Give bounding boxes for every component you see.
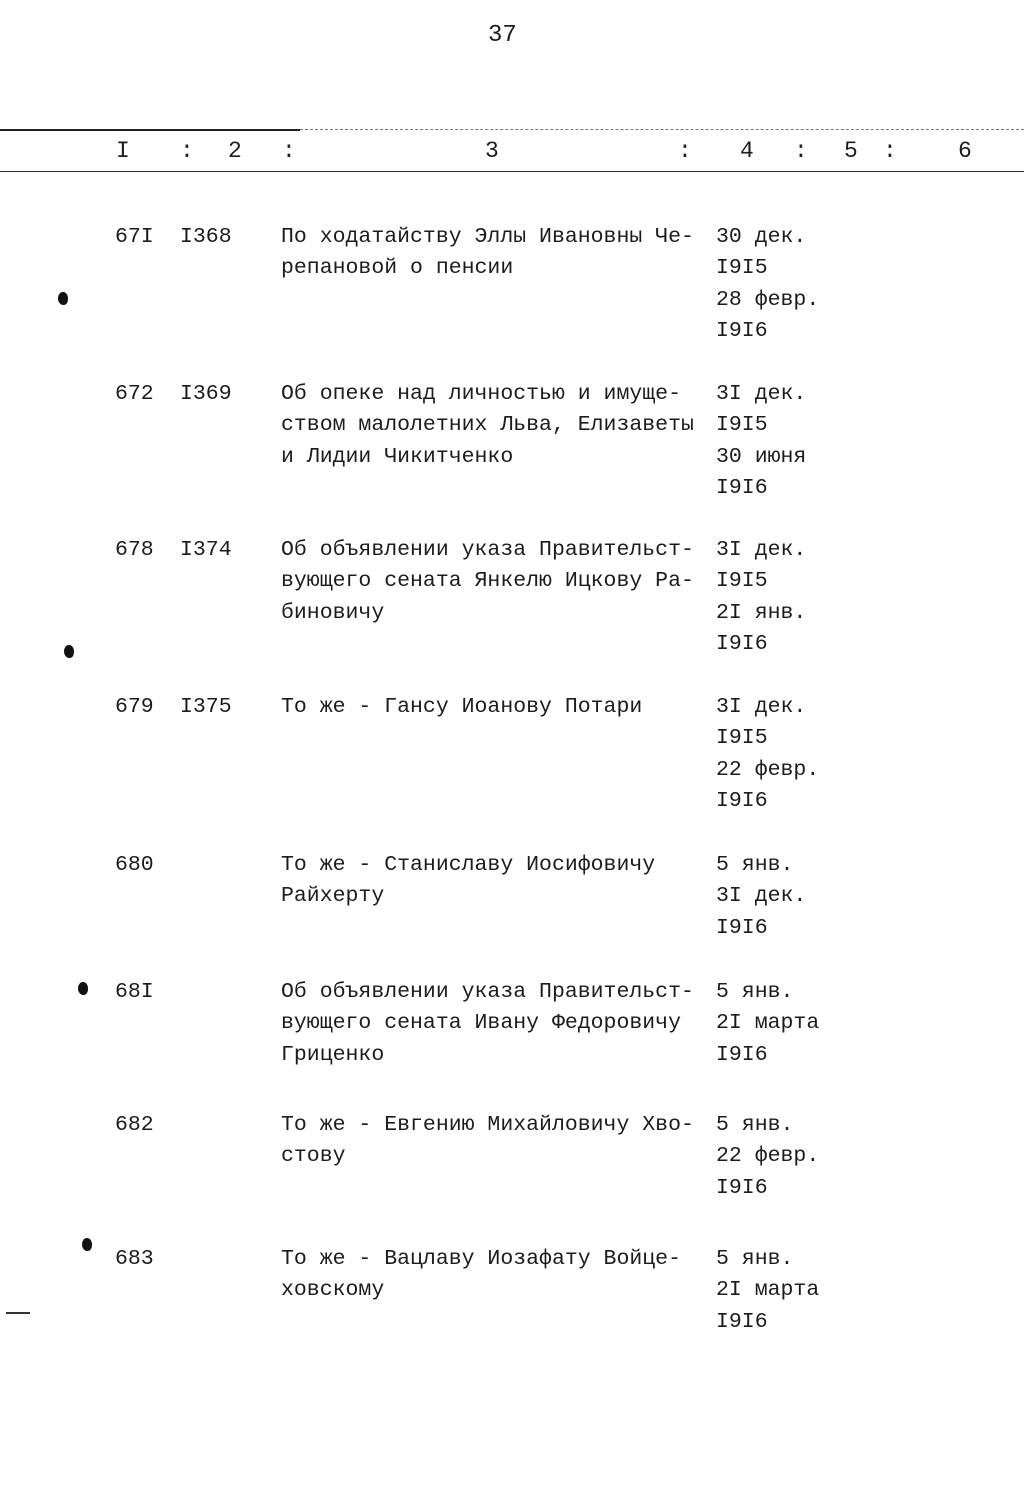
ink-mark [78,982,88,995]
title-line: Райхерту [281,884,385,909]
column-header-6: 6 [958,138,973,164]
date-line: 30 июня [716,444,807,469]
header-top-rule-dashed [300,129,1024,130]
date-line: 2I марта [716,1011,820,1036]
entry-dates [716,222,819,347]
margin-mark [6,1312,30,1314]
entry-dates [716,850,806,944]
title-line: По ходатайству Эллы Ивановны Че- [281,225,694,249]
date-line: I9I5 [716,726,768,751]
date-line: I9I6 [716,915,768,940]
entry-dates [716,692,819,817]
column-header-3: 3 [485,138,500,164]
date-line: 5 янв. [716,980,794,1004]
date-line: 5 янв. [716,1113,794,1137]
column-separator: : [678,138,692,164]
entry-dates [716,1110,819,1204]
date-line: 22 февр. [716,757,820,782]
date-line: I9I5 [716,256,768,281]
date-line: I9I6 [716,1309,768,1334]
entry-title [281,692,642,723]
date-line: 2I марта [716,1278,820,1303]
entry-title [281,977,694,1071]
title-line: Гриценко [281,1042,385,1067]
column-header-1: I [116,138,131,164]
entry-title [281,535,694,629]
title-line: биновичу [281,600,385,625]
date-line: I9I6 [716,318,768,343]
column-separator: : [794,138,808,164]
title-line: То же - Вацлаву Иозафату Войце- [281,1247,681,1271]
entry-number: 680 [115,853,154,877]
title-line: То же - Станиславу Иосифовичу [281,853,656,877]
date-line: 5 янв. [716,1247,794,1271]
date-line: 30 дек. [716,225,807,249]
date-line: I9I6 [716,1042,768,1067]
title-line: вующего сената Ивану Федоровичу [281,1011,681,1036]
title-line: То же - Гансу Иоанову Потари [281,695,643,719]
entry-number: 68I [115,980,154,1004]
date-line: I9I6 [716,631,768,656]
date-line: 3I дек. [716,695,807,719]
title-line: Об объявлении указа Правительст- [281,538,694,562]
title-line: репановой о пенсии [281,256,514,281]
date-line: 3I дек. [716,538,807,562]
date-line: 28 февр. [716,287,820,312]
column-separator: : [883,138,897,164]
date-line: 3I дек. [716,382,807,406]
ink-mark [64,645,74,658]
inventory-number: I374 [180,538,232,562]
ink-mark [58,292,68,305]
date-line: I9I6 [716,788,768,813]
column-header-4: 4 [740,138,755,164]
title-line: ством малолетних Льва, Елизаветы [281,413,694,438]
entry-dates [716,977,819,1071]
date-line: I9I6 [716,475,768,500]
inventory-number: I368 [180,225,232,249]
header-bottom-rule [0,171,1024,172]
entry-title [281,1244,681,1307]
column-separator: : [282,138,296,164]
title-line: стову [281,1144,346,1169]
date-line: 22 февр. [716,1144,820,1169]
entry-number: 679 [115,695,154,719]
title-line: ховскому [281,1278,385,1303]
date-line: 2I янв. [716,600,807,625]
entry-dates [716,1244,819,1338]
title-line: Об опеке над личностью и имуще- [281,382,681,406]
entry-title [281,1110,694,1173]
header-top-rule [0,129,300,131]
entry-number: 67I [115,225,154,249]
entry-title [281,379,694,473]
column-separator: : [180,138,194,164]
inventory-number: I375 [180,695,232,719]
entry-dates [716,535,806,660]
date-line: I9I5 [716,569,768,594]
date-line: I9I5 [716,413,768,438]
title-line: Об объявлении указа Правительст- [281,980,694,1004]
page-number: 37 [488,22,517,49]
date-line: I9I6 [716,1175,768,1200]
column-header-2: 2 [228,138,243,164]
date-line: 3I дек. [716,884,807,909]
entry-number: 683 [115,1247,154,1271]
entry-number: 682 [115,1113,154,1137]
title-line: То же - Евгению Михайловичу Хво- [281,1113,694,1137]
ink-mark [82,1238,92,1251]
inventory-number: I369 [180,382,232,406]
entry-title [281,222,694,285]
title-line: вующего сената Янкелю Ицкову Ра- [281,569,694,594]
entry-number: 678 [115,538,154,562]
entry-number: 672 [115,382,154,406]
column-header-5: 5 [844,138,859,164]
title-line: и Лидии Чикитченко [281,444,514,469]
date-line: 5 янв. [716,853,794,877]
entry-title [281,850,655,913]
entry-dates [716,379,806,504]
